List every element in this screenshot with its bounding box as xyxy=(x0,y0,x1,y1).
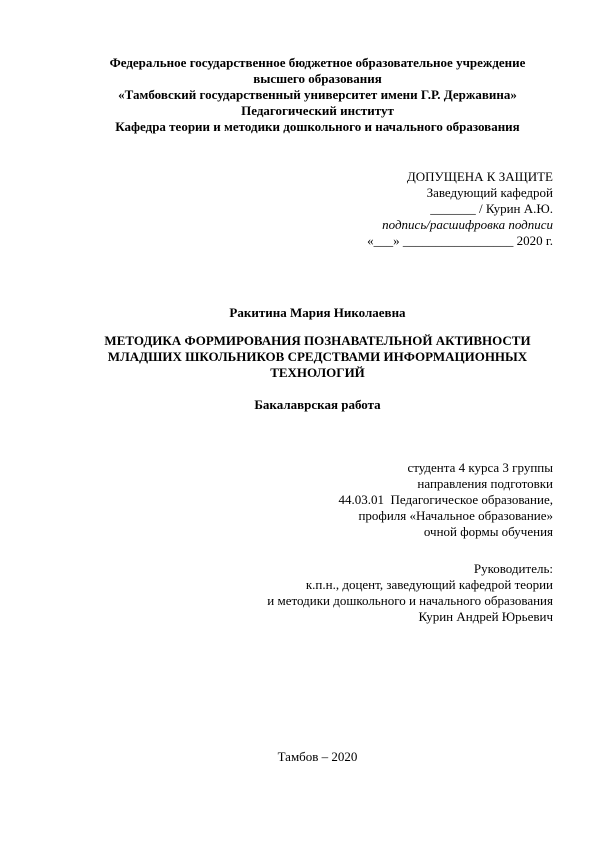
header-line-department: Кафедра теории и методики дошкольного и начального образования xyxy=(115,119,520,134)
student-info-line: очной формы обучения xyxy=(423,524,553,539)
approval-date-line: «___» _________________ 2020 г. xyxy=(367,233,553,248)
student-info-line: направления подготовки xyxy=(417,476,553,491)
thesis-title-line: МЛАДШИХ ШКОЛЬНИКОВ СРЕДСТВАМИ ИНФОРМАЦИОННЫХ xyxy=(107,349,528,364)
thesis-title xyxy=(70,333,565,381)
header-line-education-level: высшего образования xyxy=(253,71,382,86)
student-info-line: 44.03.01 Педагогическое образование, xyxy=(338,492,553,507)
approval-signature-caption: подпись/расшифровка подписи xyxy=(382,217,553,232)
institution-header xyxy=(60,55,575,135)
work-type: Бакалаврская работа xyxy=(254,397,381,412)
author-name: Ракитина Мария Николаевна xyxy=(229,305,406,320)
approval-position: Заведующий кафедрой xyxy=(426,185,553,200)
thesis-title-line: МЕТОДИКА ФОРМИРОВАНИЯ ПОЗНАВАТЕЛЬНОЙ АКТИВНОСТИ xyxy=(104,333,531,348)
thesis-title-line: ТЕХНОЛОГИЙ xyxy=(270,365,365,380)
supervisor-block xyxy=(220,561,553,625)
supervisor-info-line: и методики дошкольного и начального образования xyxy=(267,593,553,608)
header-line-university: «Тамбовский государственный университет имени Г.Р. Державина» xyxy=(118,87,517,102)
header-line-federal: Федеральное государственное бюджетное образовательное учреждение xyxy=(109,55,526,70)
student-info-line: студента 4 курса 3 группы xyxy=(407,460,553,475)
supervisor-name: Курин Андрей Юрьевич xyxy=(418,609,553,624)
approval-block xyxy=(300,169,553,249)
supervisor-info-line: к.п.н., доцент, заведующий кафедрой теории xyxy=(305,577,553,592)
approval-status: ДОПУЩЕНА К ЗАЩИТЕ xyxy=(406,169,553,184)
city-year: Тамбов – 2020 xyxy=(277,749,358,764)
approval-signature-line: _______ / Курин А.Ю. xyxy=(430,201,553,216)
student-info xyxy=(300,460,553,540)
supervisor-label: Руководитель: xyxy=(473,561,553,576)
student-info-line: профиля «Начальное образование» xyxy=(358,508,553,523)
header-line-institute: Педагогический институт xyxy=(241,103,394,118)
